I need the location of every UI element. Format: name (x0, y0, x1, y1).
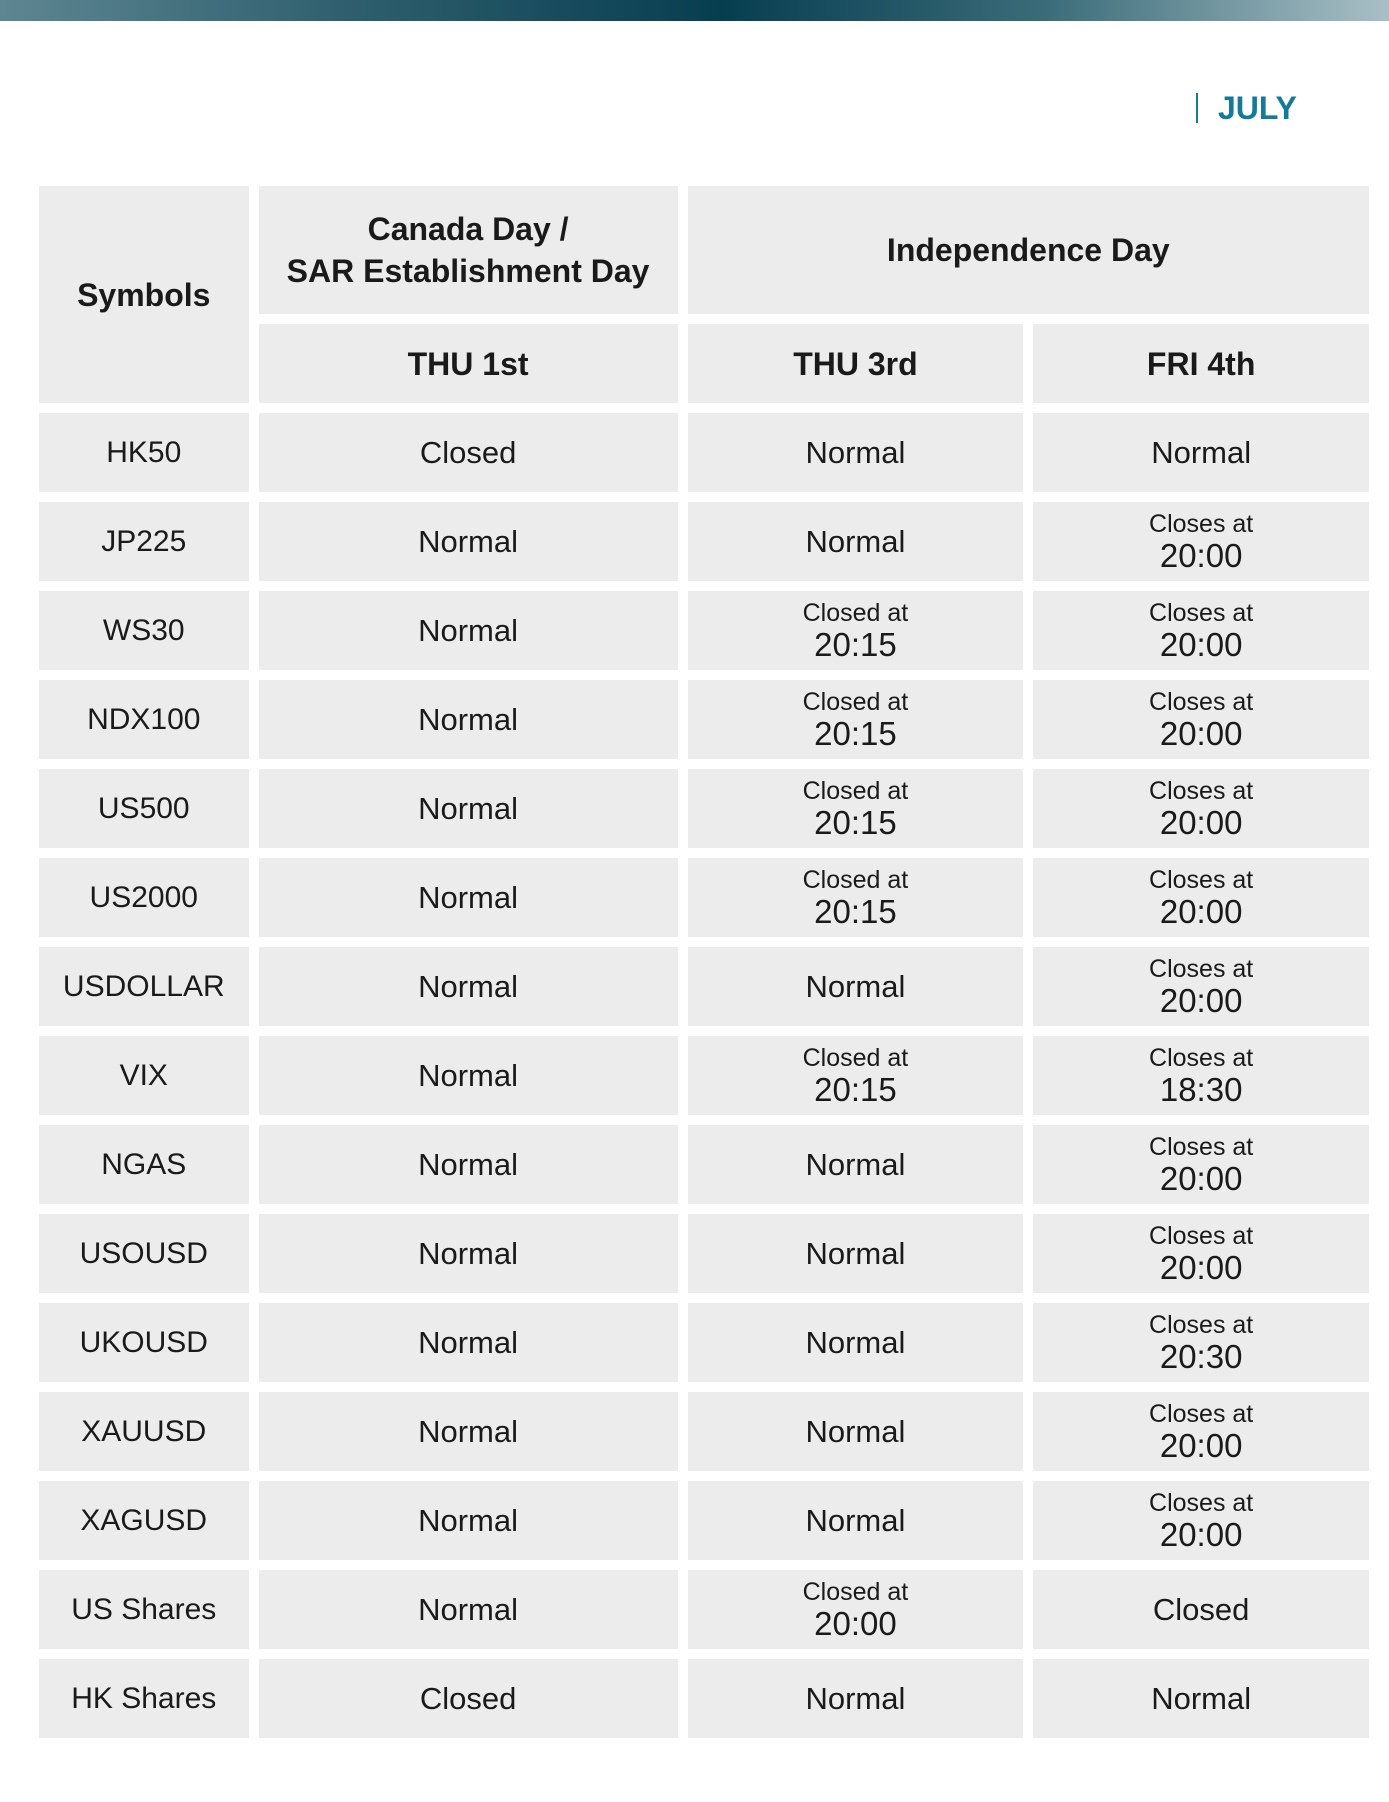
status-cell: Normal (688, 947, 1024, 1026)
symbol-cell: HK50 (39, 413, 249, 492)
status-time: 20:00 (1159, 1159, 1243, 1197)
symbol-cell: JP225 (39, 502, 249, 581)
month-label (1196, 88, 1297, 128)
status-time: 20:00 (1159, 1248, 1243, 1286)
status-cell (688, 591, 1024, 670)
holiday-name-line1: Canada Day / (367, 211, 569, 247)
table-row (39, 591, 1369, 670)
status-cell: Normal (259, 680, 678, 759)
status-time: 20:00 (814, 1604, 897, 1642)
symbol-cell: US500 (39, 769, 249, 848)
symbol-cell: HK Shares (39, 1659, 249, 1738)
symbol-cell: USOUSD (39, 1214, 249, 1293)
status-cell (1033, 1125, 1369, 1204)
status-cell: Normal (688, 1481, 1024, 1560)
status-cell (1033, 858, 1369, 937)
status-cell (1033, 947, 1369, 1026)
table-row (39, 1036, 1369, 1115)
status-cell: Normal (688, 1392, 1024, 1471)
status-time: 20:00 (1159, 536, 1243, 574)
status-cell (688, 769, 1024, 848)
status-time: 20:15 (814, 1070, 897, 1108)
symbols-header: Symbols (39, 186, 249, 403)
status-label: Closes at (1149, 865, 1254, 894)
status-cell: Normal (259, 1036, 678, 1115)
table-row (39, 947, 1369, 1026)
status-cell: Normal (259, 947, 678, 1026)
status-cell (1033, 591, 1369, 670)
status-cell: Normal (259, 1125, 678, 1204)
status-cell (1033, 1214, 1369, 1293)
table-row (39, 1214, 1369, 1293)
table-row (39, 502, 1369, 581)
status-label: Closed at (802, 1043, 909, 1072)
status-cell (688, 1570, 1024, 1649)
status-cell: Closed (259, 413, 678, 492)
status-time: 20:15 (814, 803, 897, 841)
status-time: 20:15 (814, 625, 897, 663)
status-cell: Normal (259, 858, 678, 937)
status-label: Closed at (802, 776, 909, 805)
status-time: 20:00 (1159, 625, 1243, 663)
status-label: Closed at (802, 865, 909, 894)
status-cell: Normal (688, 1125, 1024, 1204)
status-cell: Normal (1033, 413, 1369, 492)
status-cell: Closed (259, 1659, 678, 1738)
status-cell: Normal (688, 1303, 1024, 1382)
status-cell (1033, 502, 1369, 581)
status-label: Closes at (1149, 954, 1254, 983)
month-divider (1196, 93, 1198, 123)
table-row (39, 1659, 1369, 1738)
table-row (39, 1570, 1369, 1649)
status-cell: Closed (1033, 1570, 1369, 1649)
table-row (39, 680, 1369, 759)
status-cell: Normal (259, 1303, 678, 1382)
status-time: 20:00 (1159, 892, 1243, 930)
table-row (39, 1303, 1369, 1382)
table-body (39, 413, 1369, 1738)
holiday-name-line2: SAR Establishment Day (286, 253, 650, 289)
status-label: Closes at (1149, 776, 1254, 805)
status-cell: Normal (259, 502, 678, 581)
status-cell (688, 858, 1024, 937)
status-label: Closes at (1149, 1488, 1254, 1517)
table-row (39, 1392, 1369, 1471)
status-cell: Normal (688, 502, 1024, 581)
holiday-header-canada-day (259, 186, 678, 314)
status-cell: Normal (259, 769, 678, 848)
status-time: 20:30 (1159, 1337, 1243, 1375)
day-header-thu-3rd: THU 3rd (688, 324, 1024, 403)
status-cell (1033, 1303, 1369, 1382)
status-cell: Normal (688, 1659, 1024, 1738)
status-label: Closed at (802, 1577, 909, 1606)
status-time: 20:00 (1159, 981, 1243, 1019)
symbol-cell: US2000 (39, 858, 249, 937)
table-row (39, 769, 1369, 848)
status-cell (1033, 1036, 1369, 1115)
symbol-cell: NDX100 (39, 680, 249, 759)
status-cell: Normal (259, 1392, 678, 1471)
status-cell (1033, 680, 1369, 759)
day-header-fri-4th: FRI 4th (1033, 324, 1369, 403)
status-label: Closes at (1149, 1043, 1254, 1072)
holiday-header-independence-day: Independence Day (688, 186, 1369, 314)
status-time: 20:15 (814, 892, 897, 930)
day-header-thu-1st: THU 1st (259, 324, 678, 403)
symbol-cell: XAGUSD (39, 1481, 249, 1560)
status-cell (1033, 1481, 1369, 1560)
status-cell: Normal (259, 591, 678, 670)
holiday-schedule-table (29, 176, 1379, 1748)
status-time: 18:30 (1159, 1070, 1243, 1108)
table-row (39, 858, 1369, 937)
status-label: Closes at (1149, 1310, 1254, 1339)
status-cell (688, 680, 1024, 759)
status-cell (688, 1036, 1024, 1115)
table-row (39, 413, 1369, 492)
symbol-cell: USDOLLAR (39, 947, 249, 1026)
status-cell: Normal (688, 1214, 1024, 1293)
symbol-cell: WS30 (39, 591, 249, 670)
status-label: Closes at (1149, 509, 1254, 538)
status-cell: Normal (259, 1481, 678, 1560)
symbol-cell: XAUUSD (39, 1392, 249, 1471)
symbol-cell: VIX (39, 1036, 249, 1115)
symbol-cell: NGAS (39, 1125, 249, 1204)
symbol-cell: UKOUSD (39, 1303, 249, 1382)
status-time: 20:00 (1159, 714, 1243, 752)
status-label: Closes at (1149, 687, 1254, 716)
status-cell: Normal (259, 1570, 678, 1649)
table-row (39, 1481, 1369, 1560)
status-cell (1033, 769, 1369, 848)
status-cell: Normal (688, 413, 1024, 492)
status-cell: Normal (259, 1214, 678, 1293)
top-gradient-bar (0, 0, 1389, 21)
month-text: JULY (1218, 89, 1297, 126)
status-cell (1033, 1392, 1369, 1471)
status-time: 20:00 (1159, 1515, 1243, 1553)
status-time: 20:00 (1159, 1426, 1243, 1464)
table-row (39, 1125, 1369, 1204)
status-label: Closes at (1149, 1132, 1254, 1161)
status-label: Closes at (1149, 1399, 1254, 1428)
status-cell: Normal (1033, 1659, 1369, 1738)
status-time: 20:15 (814, 714, 897, 752)
status-time: 20:00 (1159, 803, 1243, 841)
status-label: Closed at (802, 598, 909, 627)
status-label: Closed at (802, 687, 909, 716)
status-label: Closes at (1149, 598, 1254, 627)
status-label: Closes at (1149, 1221, 1254, 1250)
symbol-cell: US Shares (39, 1570, 249, 1649)
